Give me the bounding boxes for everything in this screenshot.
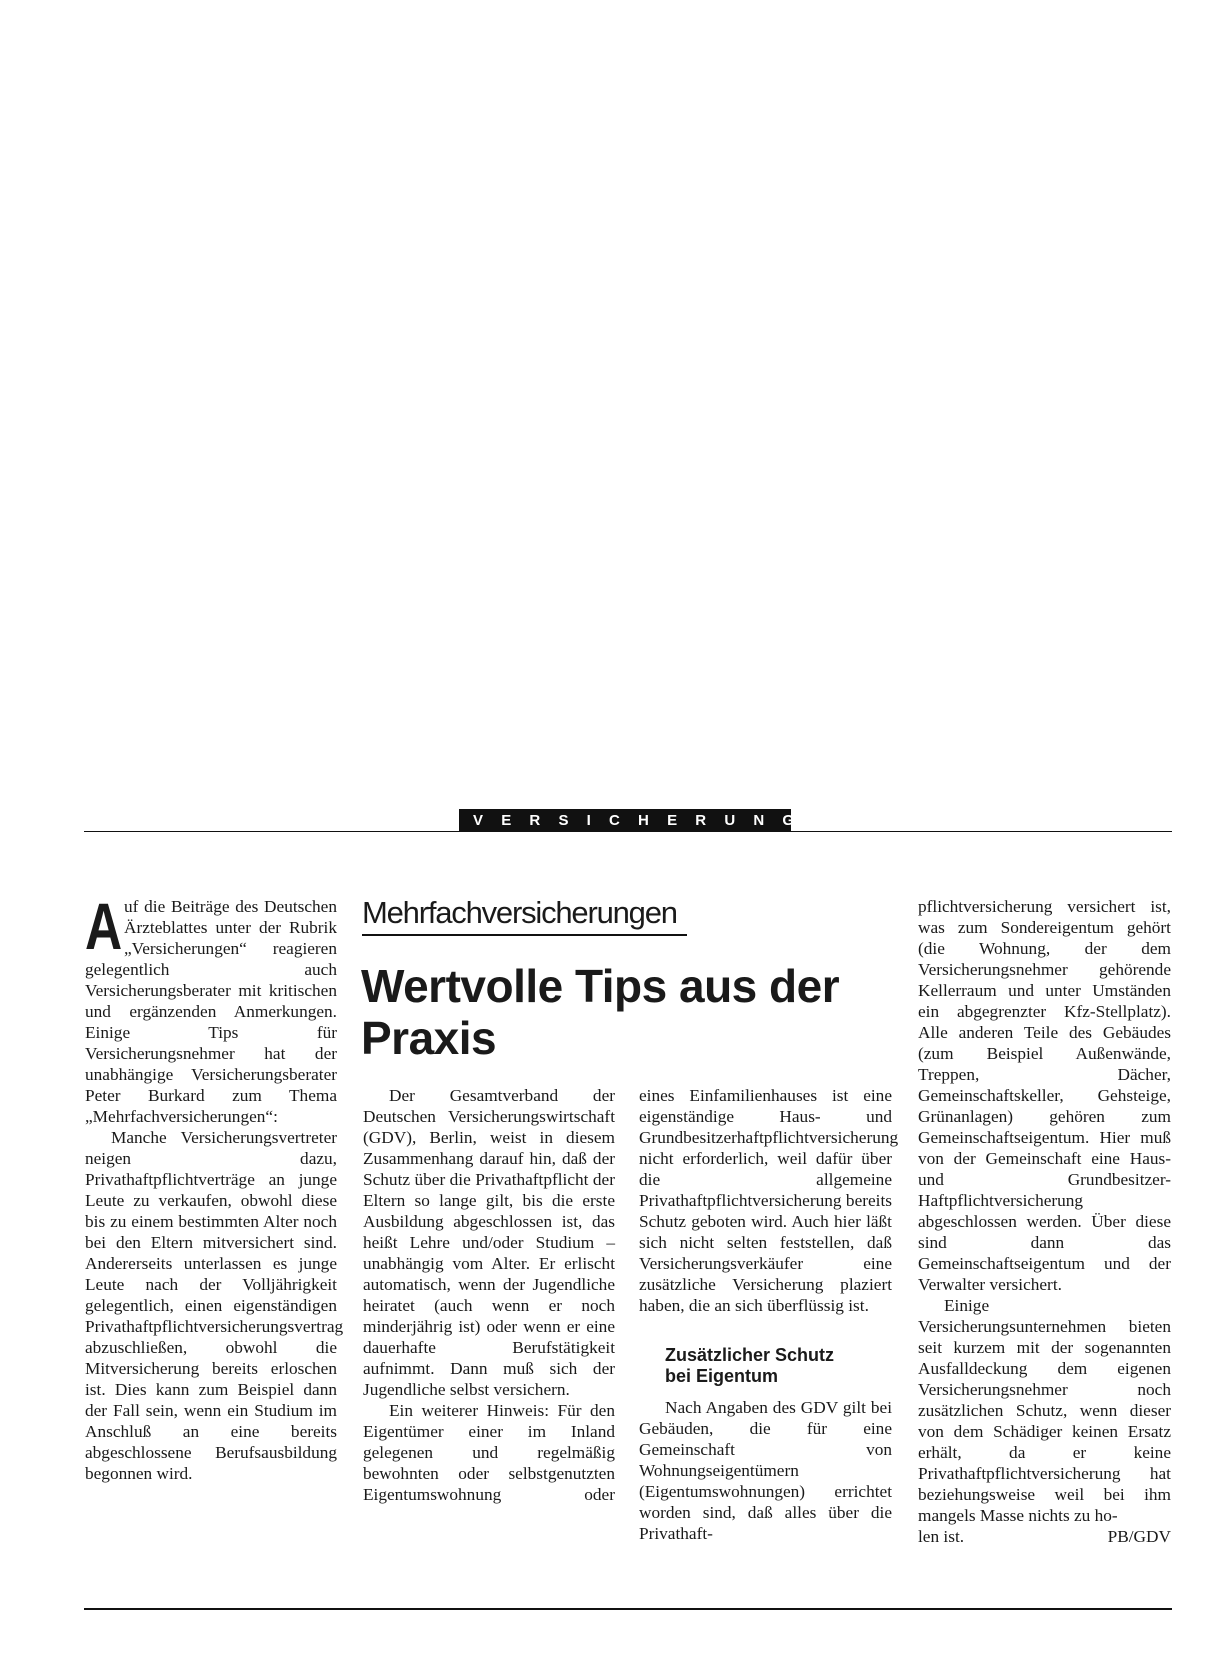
body-paragraph: eines Einfamilienhauses ist eine eigenständige Haus- und Grundbesitzerhaftpflichtversicherung nicht erforderlich, weil dafür über die allgemeine Privathaftpflichtversicherung bereits Schutz geboten wird. Auch hier läßt sich nicht selten feststellen, daß Versicherungsverkäufer eine zusätzliche Versicherung plaziert haben, die an sich überflüssig ist.: [639, 1086, 899, 1315]
article-column-4: [918, 896, 1171, 1547]
top-rule: [84, 831, 1172, 832]
body-paragraph: Der Gesamtverband der Deutschen Versicherungswirtschaft (GDV), Berlin, weist in diesem Zusammenhang darauf hin, daß der Schutz über die Privathaftpflicht der Eltern so lange gilt, bis die erste Ausbildung abgeschlossen ist, das heißt Lehre und/oder Studium – unabhängig vom Alter. Er erlischt automatisch, wenn der Jugendliche heiratet (auch wenn er noch minderjährig ist) oder wenn er eine dauerhafte Berufstätigkeit aufnimmt. Dann muß sich der Jugendliche selbst versichern.: [363, 1086, 615, 1399]
body-paragraph: Manche Versicherungsvertreter neigen dazu, Privathaftpflichtverträge an junge Leute zu verkaufen, obwohl diese bis zu einem bestimmten Alter noch bei den Eltern mitversichert sind. Andererseits unterlassen es junge Leute nach der Volljährigkeit gelegentlich, einen eigenständigen Privathaftpflichtversicherungsvertrag abzuschließen, obwohl die Mitversicherung bereits erloschen ist. Dies kann zum Beispiel dann der Fall sein, wenn ein Studium im Anschluß an eine bereits abgeschlossene Berufsausbildung begonnen wird.: [85, 1128, 344, 1483]
article-headline: Wertvolle Tips aus der Praxis: [361, 960, 840, 1064]
author-signature: PB/GDV: [1107, 1527, 1171, 1546]
subheading: [665, 1345, 892, 1387]
body-paragraph: pflichtversicherung versichert ist, was zum Sondereigentum gehört (die Wohnung, der dem Versicherungsnehmer gehörende Kellerraum und unter Umständen ein abgegrenzter Kfz-Stellplatz). Alle anderen Teile des Gebäudes (zum Beispiel Außenwände, Treppen, Dächer, Gemeinschaftskeller, Gehsteige, Grünanlagen) gehören zum Gemeinschaftseigentum. Hier muß von der Gemeinschaft eine Haus- und Grundbesitzer-Haftpflichtversicherung abgeschlossen werden. Über diese sind dann das Gemeinschaftseigentum und der Verwalter versichert.: [918, 897, 1171, 1294]
closing-line: [918, 1526, 1171, 1547]
drop-cap: A: [85, 889, 123, 963]
article-column-1: [85, 889, 344, 1484]
body-paragraph: Nach Angaben des GDV gilt bei Gebäuden, die für eine Gemeinschaft von Wohnungseigentümern (Eigentumswohnungen) errichtet worden sind, daß alles über die Privathaft-: [639, 1398, 892, 1543]
body-paragraph: Einige Versicherungsunternehmen bieten seit kurzem mit der sogenannten Ausfalldeckung dem eigenen Versicherungsnehmer noch zusätzlichen Schutz, wenn dieser von dem Schädiger keinen Ersatz erhält, da er keine Privathaftpflichtversicherung hat beziehungsweise weil bei ihm mangels Masse nichts zu ho-: [918, 1296, 1171, 1525]
bottom-rule: [84, 1608, 1172, 1610]
intro-paragraph: [85, 889, 337, 1127]
subheading-line: bei Eigentum: [665, 1366, 779, 1386]
article-column-3: [639, 1085, 899, 1544]
subheading-line: Zusätzlicher Schutz: [665, 1345, 835, 1365]
closing-text: len ist.: [918, 1527, 965, 1546]
body-paragraph: Ein weiterer Hinweis: Für den Eigentümer einer im Inland gelegenen und regelmäßig bewohnten oder selbstgenutzten Eigentumswohnung oder: [363, 1401, 615, 1504]
article-column-2: [363, 1085, 615, 1505]
article-kicker: Mehrfachversicherungen: [362, 893, 687, 936]
intro-text: uf die Beiträge des Deutschen Ärzteblattes unter der Rubrik „Versicherungen“ reagieren gelegentlich auch Versicherungsberater mit kritischen und ergänzenden Anmerkungen. Einige Tips für Versicherungsnehmer hat der unabhängige Versicherungsberater Peter Burkard zum Thema „Mehrfachversicherungen“:: [85, 897, 337, 1126]
section-rubric-bar: VERSICHERUNGEN: [459, 809, 791, 832]
